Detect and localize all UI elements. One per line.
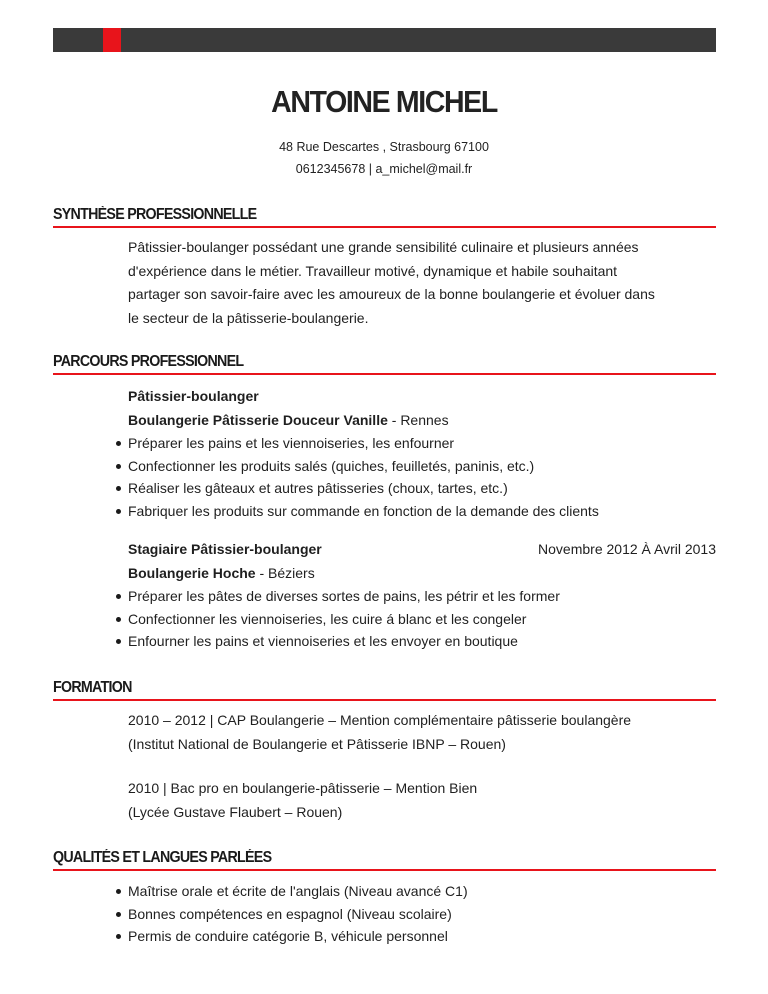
section-title: FORMATION <box>53 679 716 701</box>
candidate-name: ANTOINE MICHEL <box>271 84 497 119</box>
section-education-heading <box>53 679 716 701</box>
summary-line: le secteur de la pâtisserie-boulangerie. <box>128 309 369 326</box>
summary-line: Pâtissier-boulanger possédant une grande sensibilité culinaire et plusieurs années <box>128 239 639 255</box>
section-title: SYNTHÈSE PROFESSIONNELLE <box>53 206 716 228</box>
list-item: Maîtrise orale et écrite de l'anglais (Niveau avancé C1) <box>99 880 718 903</box>
job-task-list <box>99 432 716 523</box>
job-header <box>128 385 716 409</box>
list-item: Préparer les pâtes de diverses sortes de pains, les pétrir et les former <box>99 585 716 608</box>
address: 48 Rue Descartes , Strasbourg 67100 <box>279 140 489 154</box>
job-entry <box>128 385 716 523</box>
phone-email: 0612345678 | a_michel@mail.fr <box>295 162 473 176</box>
qualities-list-container <box>128 880 718 948</box>
job-company: Boulangerie Hoche <box>128 564 256 581</box>
section-summary-heading <box>53 206 716 228</box>
section-title: PARCOURS PROFESSIONNEL <box>53 353 716 375</box>
job-location: - Béziers <box>255 564 315 581</box>
summary-text <box>128 236 718 330</box>
education-entry <box>128 709 718 756</box>
job-dates: Novembre 2012 À Avril 2013 <box>538 541 716 557</box>
summary-line: partager son savoir-faire avec les amoureux de la bonne boulangerie et évoluer dans <box>128 286 655 302</box>
section-qualities-heading <box>53 849 716 871</box>
qualities-list <box>99 880 718 948</box>
job-company-line <box>128 409 716 433</box>
list-item: Confectionner les produits salés (quiches, feuilletés, paninis, etc.) <box>99 455 716 478</box>
job-role: Pâtissier-boulanger <box>128 388 259 404</box>
job-company: Boulangerie Pâtisserie Douceur Vanille <box>128 411 388 428</box>
list-item: Confectionner les viennoiseries, les cuire á blanc et les congeler <box>99 608 716 631</box>
header-bar <box>53 28 716 52</box>
header-bar-accent <box>103 28 121 52</box>
section-experience-heading <box>53 353 716 375</box>
education-line: 2010 | Bac pro en boulangerie-pâtisserie – Mention Bien <box>128 780 478 796</box>
education-entry <box>128 777 718 824</box>
summary-line: d'expérience dans le métier. Travailleur motivé, dynamique et habile souhaitant <box>128 262 618 279</box>
job-company-line <box>128 562 716 586</box>
list-item: Enfourner les pains et viennoiseries et les envoyer en boutique <box>99 630 716 653</box>
education-line: (Institut National de Boulangerie et Pâtisserie IBNP – Rouen) <box>128 735 506 752</box>
job-header <box>128 538 716 562</box>
list-item: Fabriquer les produits sur commande en fonction de la demande des clients <box>99 500 716 523</box>
list-item: Permis de conduire catégorie B, véhicule personnel <box>99 925 718 948</box>
job-role: Stagiaire Pâtissier-boulanger <box>128 541 322 557</box>
list-item: Préparer les pains et les viennoiseries, les enfourner <box>99 432 716 455</box>
job-task-list <box>99 585 716 653</box>
job-entry <box>128 538 716 653</box>
list-item: Réaliser les gâteaux et autres pâtisseries (choux, tartes, etc.) <box>99 477 716 500</box>
list-item: Bonnes compétences en espagnol (Niveau scolaire) <box>99 903 718 926</box>
job-location: - Rennes <box>387 411 449 428</box>
section-title: QUALITÉS ET LANGUES PARLÉES <box>53 849 716 871</box>
education-line: (Lycée Gustave Flaubert – Rouen) <box>128 803 343 820</box>
education-line: 2010 – 2012 | CAP Boulangerie – Mention complémentaire pâtisserie boulangère <box>128 712 632 728</box>
